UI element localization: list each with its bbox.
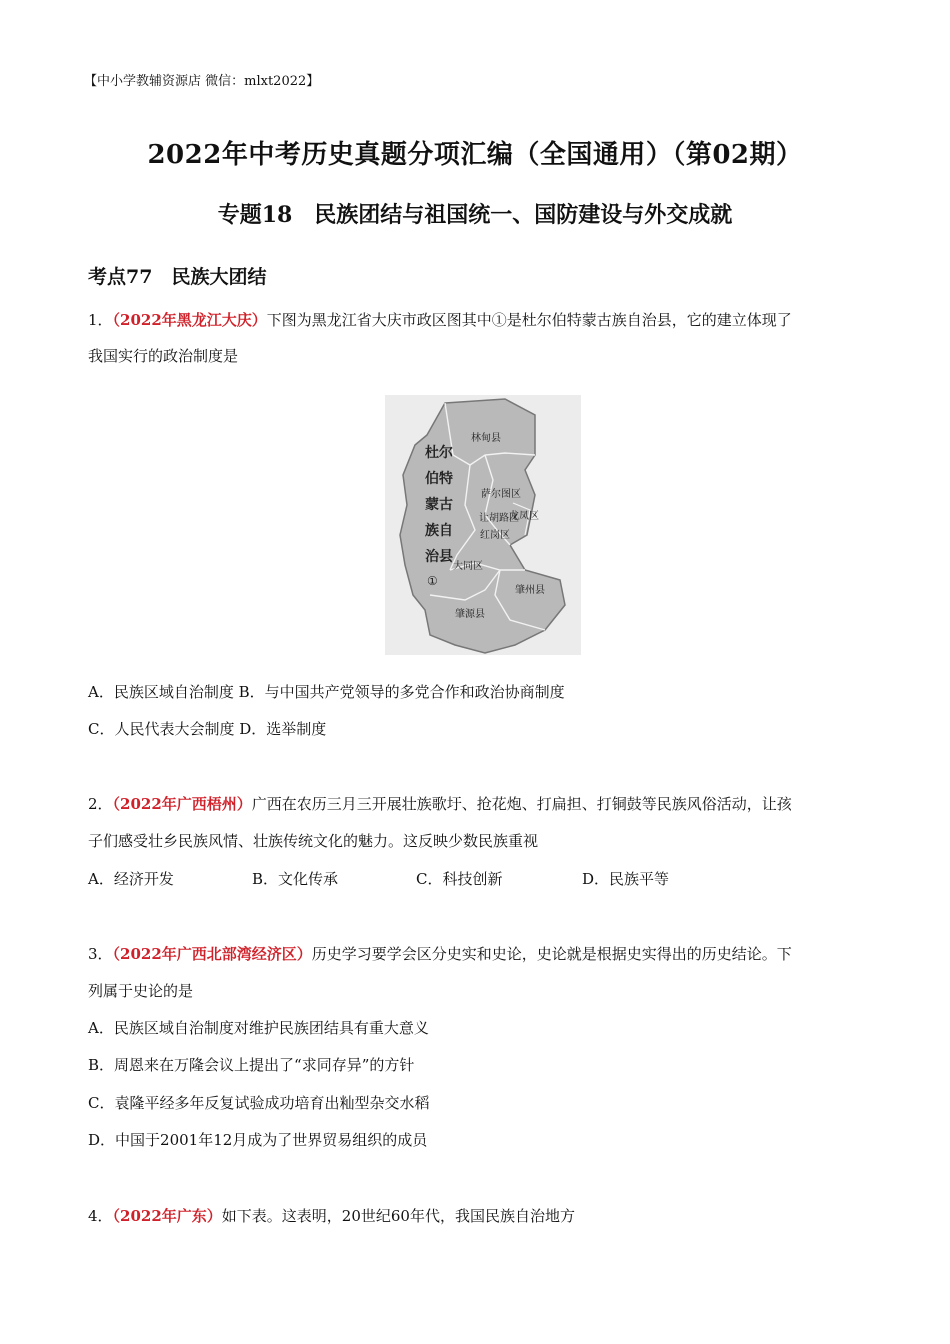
- map-label: 治县: [425, 549, 453, 565]
- option-d: D．民族平等: [582, 870, 670, 888]
- question-3-stem-cont: 列属于史论的是: [88, 982, 194, 1000]
- map-label: 杜尔: [425, 445, 453, 461]
- daqing-district-map: [385, 395, 581, 655]
- map-label: 红岗区: [480, 530, 510, 541]
- question-1-stem: [88, 310, 792, 330]
- option-b: B．周恩来在万隆会议上提出了“求同存异”的方针: [88, 1056, 415, 1074]
- option-d: D．中国于2001年12月成为了世界贸易组织的成员: [88, 1131, 428, 1149]
- question-source: （2022年广西梧州）: [112, 795, 252, 813]
- question-text: 广西在农历三月三开展壮族歌圩、抢花炮、打扁担、打铜鼓等民族风俗活动，让孩: [251, 795, 792, 813]
- question-text: 下图为黑龙江省大庆市政区图其中①是杜尔伯特蒙古族自治县，它的建立体现了: [266, 311, 792, 329]
- question-1-stem-cont: 我国实行的政治制度是: [88, 347, 239, 365]
- section-heading: 考点77 民族大团结: [88, 266, 267, 288]
- question-text: 历史学习要学会区分史实和史论，史论就是根据史实得出的历史结论。下: [311, 945, 792, 963]
- map-label: 族自: [425, 523, 453, 539]
- map-label: 伯特: [425, 471, 453, 487]
- map-label: 萨尔图区: [481, 489, 521, 500]
- map-label: 肇源县: [455, 609, 485, 620]
- page-subtitle: 专题18 民族团结与祖国统一、国防建设与外交成就: [217, 202, 733, 228]
- question-number: 3．: [88, 945, 113, 963]
- option-b: B．文化传承: [252, 870, 339, 888]
- question-source: （2022年广东）: [112, 1207, 222, 1225]
- question-4-stem: [88, 1206, 575, 1226]
- question-source: （2022年广西北部湾经济区）: [112, 945, 312, 963]
- map-label: 让胡路区: [479, 513, 519, 524]
- question-2-stem-cont: 子们感受壮乡民族风情、壮族传统文化的魅力。这反映少数民族重视: [88, 832, 539, 850]
- option-c: C．科技创新: [416, 870, 503, 888]
- question-1-options-line1: A．民族区域自治制度 B．与中国共产党领导的多党合作和政治协商制度: [88, 683, 565, 701]
- watermark: 【中小学教辅资源店 微信：mlxt2022】: [84, 74, 320, 89]
- question-2-options: [88, 869, 788, 889]
- page-title: 2022年中考历史真题分项汇编（全国通用）（第02期）: [147, 140, 803, 170]
- question-1-options-line2: C．人民代表大会制度 D．选举制度: [88, 720, 327, 738]
- option-a: A．民族区域自治制度对维护民族团结具有重大意义: [88, 1019, 429, 1037]
- question-3-stem: [88, 944, 792, 964]
- map-label: 大同区: [453, 561, 483, 572]
- map-label: ①: [427, 574, 438, 588]
- question-number: 4．: [88, 1207, 113, 1225]
- question-number: 1．: [88, 311, 113, 329]
- map-label: 龙凤区: [509, 511, 539, 522]
- question-source: （2022年黑龙江大庆）: [112, 311, 267, 329]
- map-label: 肇州县: [515, 585, 545, 596]
- map-label: 蒙古: [425, 497, 453, 513]
- map-label: 林甸县: [471, 433, 501, 444]
- option-c: C．袁隆平经多年反复试验成功培育出籼型杂交水稻: [88, 1094, 430, 1112]
- question-text: 如下表。这表明，20世纪60年代，我国民族自治地方: [221, 1207, 575, 1225]
- option-a: A．经济开发: [88, 870, 174, 888]
- question-2-stem: [88, 794, 792, 814]
- question-number: 2．: [88, 795, 113, 813]
